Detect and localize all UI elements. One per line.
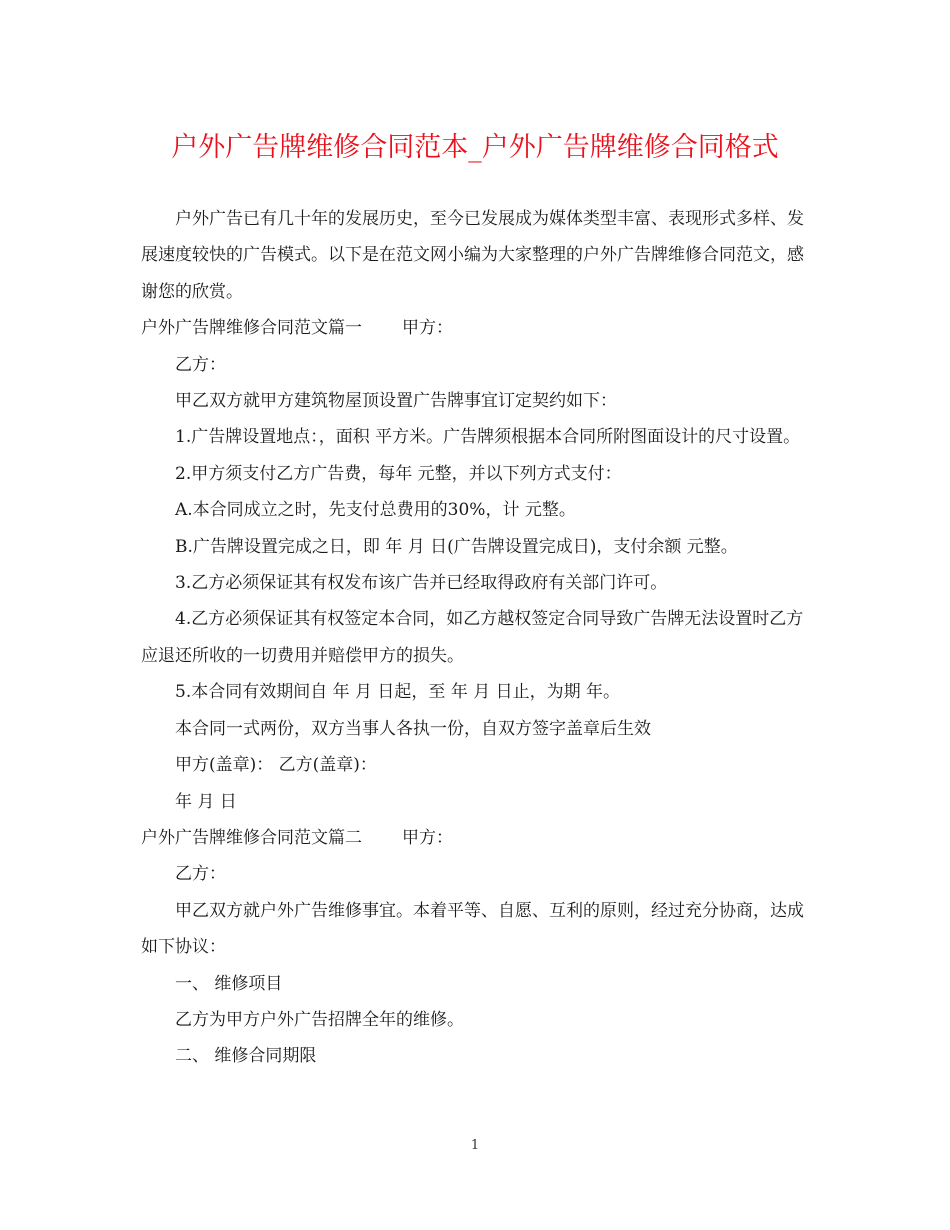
contract-clause: 甲乙双方就甲方建筑物屋顶设置广告牌事宜订定契约如下： (175, 391, 617, 412)
party-b-label: 乙方： (175, 864, 226, 885)
party-a-label: 甲方： (402, 827, 453, 848)
page-number: 1 (470, 1138, 480, 1153)
contract-clause: 3.乙方必须保证其有权发布该广告并已经取得政府有关部门许可。 (175, 573, 668, 594)
section-heading (141, 310, 813, 346)
contract-clause: 4.乙方必须保证其有权签定本合同，如乙方越权签定合同导致广告牌无法设置时乙方应退还所收的一切费用并赔偿甲方的损失。 (141, 609, 804, 666)
signature-line: 甲方(盖章)： 乙方(盖章)： (175, 755, 377, 776)
contract-clause: 5.本合同有效期间自 年 月 日起，至 年 月 日止，为期 年。 (175, 682, 621, 703)
date-line: 年 月 日 (175, 791, 237, 812)
contract-clause: 1.广告牌设置地点：，面积 平方米。广告牌须根据本合同所附图面设计的尺寸设置。 (175, 427, 801, 448)
contract-clause: 2.甲方须支付乙方广告费，每年 元整，并以下列方式支付： (175, 463, 622, 484)
party-b-label: 乙方： (175, 354, 226, 375)
contract-clause: B.广告牌设置完成之日，即 年 月 日(广告牌设置完成日)，支付余额 元整。 (175, 536, 738, 557)
document-body (141, 201, 813, 1075)
contract-clause: 二、 维修合同期限 (175, 1046, 317, 1067)
contract-clause: A.本合同成立之时，先支付总费用的30%，计 元整。 (175, 500, 576, 521)
document-title: 户外广告牌维修合同范本_户外广告牌维修合同格式 (171, 132, 779, 163)
contract-clause: 甲乙双方就户外广告维修事宜。本着平等、自愿、互利的原则，经过充分协商，达成如下协议： (141, 900, 804, 958)
section-title: 户外广告牌维修合同范文篇二 (141, 827, 362, 848)
contract-clause: 本合同一式两份，双方当事人各执一份，自双方签字盖章后生效 (175, 718, 651, 739)
contract-clause: 乙方为甲方户外广告招牌全年的维修。 (175, 1009, 464, 1030)
contract-clause: 一、 维修项目 (175, 973, 283, 994)
party-a-label: 甲方： (402, 318, 453, 339)
section-title: 户外广告牌维修合同范文篇一 (141, 318, 362, 339)
intro-paragraph: 户外广告已有几十年的发展历史，至今已发展成为媒体类型丰富、表现形式多样、发展速度较快的广告模式。以下是在范文网小编为大家整理的户外广告牌维修合同范文，感谢您的欣赏。 (141, 209, 804, 302)
section-heading (141, 820, 813, 856)
